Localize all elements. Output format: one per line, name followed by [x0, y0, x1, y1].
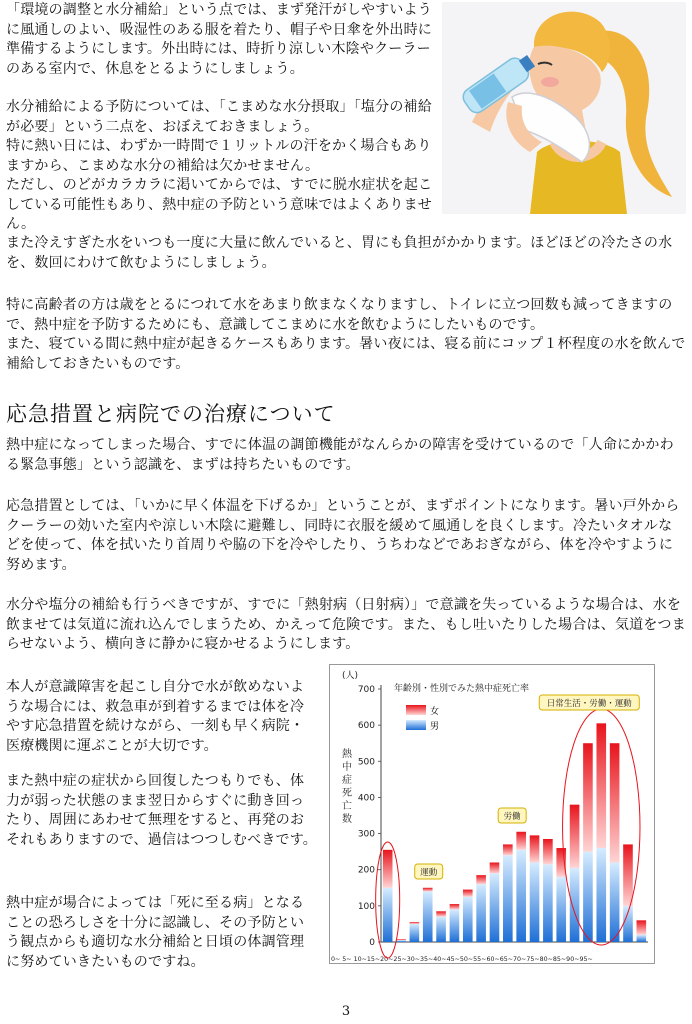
bars [383, 723, 646, 942]
paragraph-ambulance: 本人が意識障害を起こし自分で水が飲めないような場合には、救急車が到着するまでは体を冷やす応急措置を続けながら、一刻も早く病院・医療機関に運ぶことが大切です。 [6, 679, 305, 754]
page-number: 3 [341, 1004, 351, 1019]
bar-female [476, 875, 486, 884]
y-axis-label-char: 中 [342, 762, 352, 773]
drinking-woman-illustration [442, 2, 686, 214]
bar-female [610, 743, 620, 862]
bar-female [410, 922, 420, 924]
y-axis-label-char: 症 [342, 775, 352, 786]
chart-canvas [330, 665, 654, 963]
y-tick-label: 200 [357, 865, 375, 876]
annotation-label: 運動 [420, 868, 438, 878]
bar-male [610, 862, 620, 942]
paragraph-fluids: 水分や塩分の補給も行うべきですが、すでに「熱射病（日射病）」で意識を失っているような場合は、水を飲ませては気道に流れ込んでしまうため、かえって危険です。また、もし吐いたりした場合は、気道をつまらせないよう、横向きに静かに寝かせるようにします。 [6, 597, 686, 652]
bar-female [583, 743, 593, 851]
bar-male [490, 873, 500, 942]
y-tick-label: 600 [357, 721, 375, 732]
bar-male [556, 877, 566, 942]
legend-female-label: 女 [430, 707, 440, 717]
y-tick-label: 500 [357, 757, 375, 768]
x-category-labels: 0~ 5~ 10~15~20~25~30~35~40~45~50~55~60~65~70~75~80~85~90~95~ [331, 956, 593, 963]
bar-female [623, 844, 633, 905]
bar-male [410, 924, 420, 942]
paragraph-cold-water: また冷えすぎた水をいつも一度に大量に飲んでいると、胃にも負担がかかります。ほどほどの冷たさの水を、数回にわけて飲むようにしましょう。 [6, 235, 673, 271]
bar-male [570, 868, 580, 942]
y-tick-label: 100 [357, 901, 375, 912]
bar-female [503, 844, 513, 855]
y-tick-label: 400 [357, 793, 375, 804]
paragraph-hot-day: 特に熱い日には、わずか一時間で１リットルの汗をかく場合もありますから、こまめな水分の補給は欠かせません。 [6, 138, 432, 174]
bar-male [543, 864, 553, 942]
y-axis-label-char: 亡 [342, 801, 352, 812]
paragraph-emergency: 熱中症になってしまった場合、すでに体温の調節機能がなんらかの障害を受けているので「人命にかかわる緊急事態」という認識を、まずは持ちたいものです。 [6, 437, 674, 473]
bar-female [463, 890, 473, 897]
y-tick-label: 300 [357, 829, 375, 840]
bar-female [423, 888, 433, 892]
bar-female [450, 904, 460, 909]
bar-female [396, 939, 406, 940]
bar-male [503, 855, 513, 942]
annotation-label: 労働 [503, 812, 521, 822]
paragraph-thirst: ただし、のどがカラカラに渇いてからでは、すでに脱水症状を起こしている可能性もあり、熱中症の予防という意味ではよくありません。 [6, 177, 433, 232]
paragraph-environment: 「環境の調整と水分補給」という点では、まず発汗がしやすいように風通しのよい、吸湿性のある服を着たり、帽子や日傘を外出時に準備するようにします。外出時には、時折り涼しい木陰やクーラーのある室内で、休息をとるようにしましょう。 [6, 2, 432, 77]
y-axis-label-char: 死 [342, 788, 352, 799]
bar-female [543, 839, 553, 864]
annotation-label: 日常生活・労働・運動 [546, 699, 632, 709]
legend-male-label: 男 [430, 722, 440, 732]
bar-female [490, 862, 500, 873]
y-tick-label: 0 [369, 938, 375, 948]
chart-legend [406, 705, 439, 732]
bar-female [516, 832, 526, 850]
bar-female [637, 920, 647, 934]
bar-male [450, 909, 460, 942]
bar-male [436, 917, 446, 942]
legend-swatch-female [406, 705, 426, 715]
paragraph-night: また、寝ている間に熱中症が起きるケースもあります。暑い夜には、寝る前にコップ１杯程度の水を飲んで補給しておきたいものです。 [6, 336, 686, 372]
y-tick-label: 700 [357, 685, 375, 695]
y-axis-label-char: 数 [342, 814, 352, 825]
bar-female [436, 911, 446, 916]
chart-title: 年齢別・性別でみた熱中症死亡率 [394, 684, 530, 694]
paragraph-conclusion: 熱中症が場合によっては「死に至る病」となることの恐ろしさを十分に認識し、その予防という観点からも適切な水分補給と日頃の体調管理に努めていきたいものですね。 [6, 895, 305, 970]
bar-female [570, 805, 580, 868]
bar-female [530, 835, 540, 862]
bar-male [583, 852, 593, 942]
paragraph-first-aid: 応急措置としては、「いかに早く体温を下げるか」ということが、まずポイントになります。暑い戸外からクーラーの効いた室内や涼しい木陰に避難し、同時に衣服を緩めて風通しを良くします。冷たいタオルなどを使って、体を拭いたり首周りや脇の下を冷やしたり、うちわなどであおぎながら、体を冷やすように努めます。 [6, 498, 680, 573]
woman-drinking-icon [442, 2, 686, 214]
paragraph-hydration-points: 水分補給による予防については、「こまめな水分摂取」「塩分の補給が必要」という二点を、おぼえておきましょう。 [6, 99, 432, 135]
bar-male [637, 935, 647, 942]
paragraph-elderly: 特に高齢者の方は歳をとるにつれて水をあまり飲まなくなりますし、トイレに立つ回数も減ってきますので、熱中症を予防するためにも、意識してこまめに水を飲むようにしたいものです。 [6, 297, 673, 333]
bar-male [596, 848, 606, 942]
heatstroke-death-chart [329, 664, 655, 964]
bar-male [516, 850, 526, 942]
y-unit-label: (人) [342, 671, 359, 681]
bar-male [476, 884, 486, 942]
y-axis-label-char: 熱 [342, 749, 352, 760]
legend-swatch-male [406, 720, 426, 730]
paragraph-recovery: また熱中症の症状から回復したつもりでも、体力が弱った状態のまま翌日からすぐに動き回ったり、周囲にあわせて無理をすると、再発のおそれもありますので、過信はつつしむべきです。 [6, 773, 317, 848]
bar-male [396, 940, 406, 942]
bar-male [423, 891, 433, 942]
section-heading: 応急措置と病院での治療について [6, 402, 336, 426]
bar-male [463, 897, 473, 942]
bar-female [383, 850, 393, 888]
y-axis-label [342, 747, 353, 825]
bar-female [596, 723, 606, 848]
bar-male [383, 888, 393, 942]
bar-male [530, 862, 540, 942]
